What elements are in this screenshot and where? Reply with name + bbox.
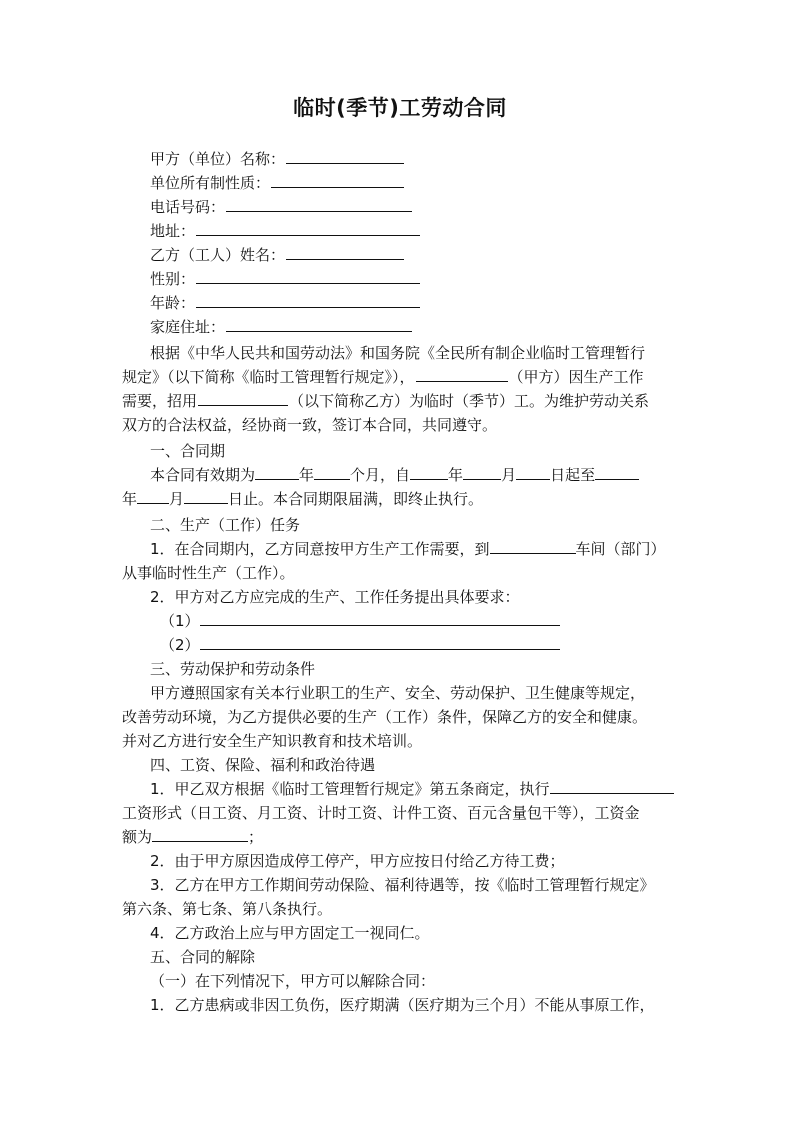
protection-line-2: 改善劳动环境，为乙方提供必要的生产（工作）条件，保障乙方的安全和健康。 (122, 708, 648, 726)
preamble-line-3 (122, 390, 682, 412)
preamble-line-2 (122, 366, 682, 388)
term-text: 月 (501, 466, 517, 484)
address-row (150, 220, 710, 242)
preamble-text: （以下简称乙方）为临时（季节）工。为维护劳动关系 (289, 392, 650, 410)
party-a-name-row (150, 148, 710, 170)
task-text: 1．在合同期内，乙方同意按甲方生产工作需要，到 (150, 540, 490, 558)
start-year-blank[interactable] (410, 464, 448, 480)
phone-row (150, 196, 710, 218)
wage-line-4: 2．由于甲方原因造成停工停产，甲方应按日付给乙方待工费； (150, 852, 565, 870)
section-3-heading: 三、劳动保护和劳动条件 (150, 660, 316, 678)
workshop-blank[interactable] (490, 538, 576, 554)
field-label: 地址： (150, 222, 196, 240)
party-b-blank[interactable] (198, 390, 288, 406)
wage-text: 额为 (122, 828, 153, 846)
wage-line-6: 第六条、第七条、第八条执行。 (122, 900, 333, 918)
party-b-name-blank[interactable] (286, 244, 404, 260)
term-text: 个月，自 (350, 466, 411, 484)
field-label: 性别： (150, 270, 196, 288)
field-label: 年龄： (150, 294, 196, 312)
wage-line-7: 4．乙方政治上应与甲方固定工一视同仁。 (150, 924, 430, 942)
wage-form-blank[interactable] (550, 778, 674, 794)
gender-blank[interactable] (196, 268, 420, 284)
party-a-blank[interactable] (416, 366, 508, 382)
task-item-1 (160, 610, 720, 632)
document-title: 临时(季节)工劳动合同 (293, 96, 507, 120)
task-line-2: 从事临时性生产（工作）。 (122, 564, 295, 582)
term-text: 月 (169, 490, 185, 508)
item-number: （1） (160, 612, 200, 630)
ownership-blank[interactable] (271, 172, 404, 188)
end-day-blank[interactable] (184, 488, 228, 504)
preamble-text: （甲方）因生产工作 (508, 368, 644, 386)
field-label: 电话号码： (150, 198, 226, 216)
end-month-blank[interactable] (137, 488, 169, 504)
field-label: 单位所有制性质： (150, 174, 271, 192)
term-text: 年 (122, 490, 138, 508)
section-4-heading: 四、工资、保险、福利和政治待遇 (150, 756, 376, 774)
term-line-1 (150, 464, 710, 486)
task-line-3: 2．甲方对乙方应完成的生产、工作任务提出具体要求： (150, 588, 520, 606)
term-text: 年 (448, 466, 464, 484)
term-text: 日起至 (550, 466, 596, 484)
section-1-heading: 一、合同期 (150, 442, 226, 460)
section-2-heading: 二、生产（工作）任务 (150, 516, 301, 534)
term-line-2 (122, 488, 682, 510)
wage-line-5: 3．乙方在甲方工作期间劳动保险、福利待遇等，按《临时工管理暂行规定》 (150, 876, 655, 894)
wage-line-1 (150, 778, 710, 800)
field-label: 甲方（单位）名称： (150, 150, 286, 168)
term-text: 日止。本合同期限届满，即终止执行。 (228, 490, 484, 508)
party-a-name-blank[interactable] (286, 148, 404, 164)
term-years-blank[interactable] (255, 464, 299, 480)
protection-line-1: 甲方遵照国家有关本行业职工的生产、安全、劳动保护、卫生健康等规定， (150, 684, 646, 702)
wage-amount-blank[interactable] (152, 826, 248, 842)
wage-line-3 (122, 826, 682, 848)
field-label: 家庭住址： (150, 318, 226, 336)
wage-line-2: 工资形式（日工资、月工资、计时工资、计件工资、百元含量包干等），工资金 (122, 804, 640, 822)
preamble-line-4: 双方的合法权益，经协商一致，签订本合同，共同遵守。 (122, 416, 498, 434)
preamble-line-1: 根据《中华人民共和国劳动法》和国务院《全民所有制企业临时工管理暂行 (150, 344, 646, 362)
age-blank[interactable] (196, 292, 420, 308)
section-5-heading: 五、合同的解除 (150, 948, 256, 966)
task-item-2 (160, 634, 720, 656)
ownership-row (150, 172, 710, 194)
wage-text: ； (248, 828, 264, 846)
task-line-1 (150, 538, 710, 560)
termination-subheading: （一）在下列情况下，甲方可以解除合同： (150, 972, 436, 990)
term-months-blank[interactable] (314, 464, 350, 480)
age-row (150, 292, 710, 314)
start-month-blank[interactable] (463, 464, 501, 480)
item-number: （2） (160, 636, 200, 654)
gender-row (150, 268, 710, 290)
wage-text: 1．甲乙双方根据《临时工管理暂行规定》第五条商定，执行 (150, 780, 550, 798)
field-label: 乙方（工人）姓名： (150, 246, 286, 264)
task-item-2-blank[interactable] (200, 634, 560, 650)
termination-line-1: 1．乙方患病或非因工负伤，医疗期满（医疗期为三个月）不能从事原工作， (150, 996, 655, 1014)
end-year-blank[interactable] (595, 464, 639, 480)
task-text: 车间（部门） (575, 540, 666, 558)
phone-blank[interactable] (226, 196, 412, 212)
term-text: 本合同有效期为 (150, 466, 256, 484)
term-text: 年 (299, 466, 315, 484)
protection-line-3: 并对乙方进行安全生产知识教育和技术培训。 (122, 732, 423, 750)
task-item-1-blank[interactable] (200, 610, 560, 626)
home-address-blank[interactable] (226, 316, 412, 332)
preamble-text: 需要，招用 (122, 392, 198, 410)
address-blank[interactable] (196, 220, 420, 236)
party-b-name-row (150, 244, 710, 266)
preamble-text: 规定》（以下简称《临时工管理暂行规定》）， (122, 368, 415, 386)
start-day-blank[interactable] (516, 464, 550, 480)
home-address-row (150, 316, 710, 338)
